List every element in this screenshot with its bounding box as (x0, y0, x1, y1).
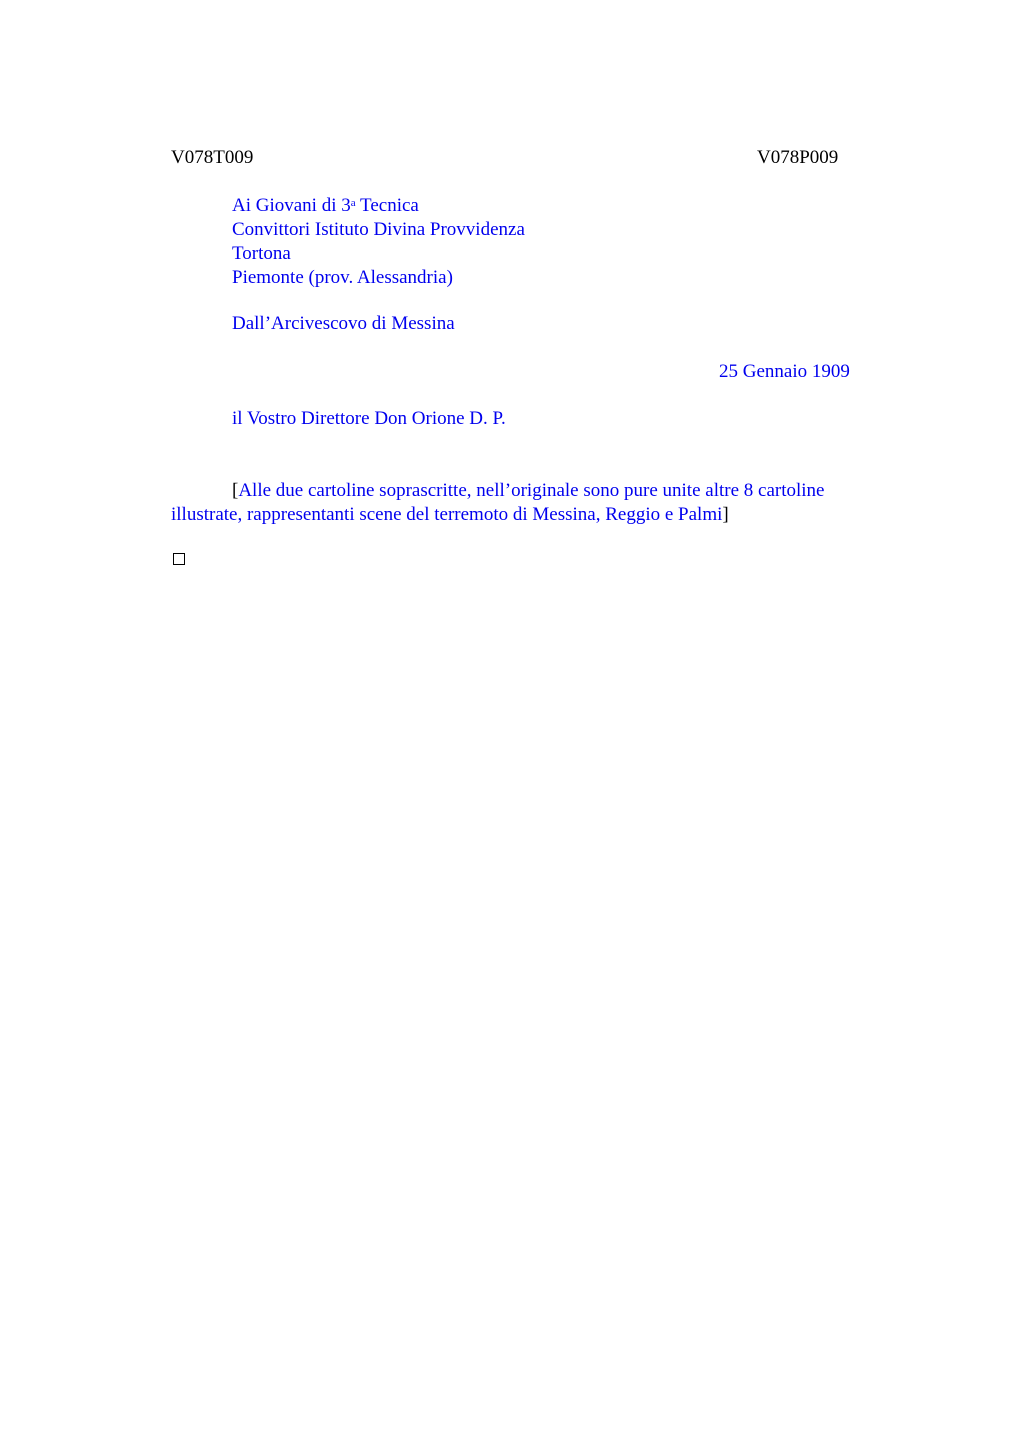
recipient-address (232, 194, 525, 290)
document-code-right: V078P009 (757, 147, 839, 168)
editorial-note (171, 479, 883, 527)
address-line-recipient (232, 194, 525, 218)
sender-line: Dall’Arcivescovo di Messina (232, 313, 455, 334)
address-line-city: Tortona (232, 243, 291, 264)
note-open-bracket: [ (232, 480, 239, 501)
address-line-recipient-suffix: Tecnica (355, 195, 419, 216)
ordinal-superscript: a (350, 197, 356, 209)
address-line-institution: Convittori Istituto Divina Provvidenza (232, 219, 525, 240)
signature-line: il Vostro Direttore Don Orione D. P. (232, 408, 506, 429)
document-code-left: V078T009 (171, 147, 254, 168)
note-close-bracket: ] (722, 504, 729, 525)
address-line-recipient-prefix: Ai Giovani di 3 (232, 195, 351, 216)
note-text: Alle due cartoline soprascritte, nell’originale sono pure unite altre 8 cartoline illustrate, rappresentanti scene del terremoto di Messina, Reggio e Palmi (171, 480, 825, 525)
end-marker-box (173, 553, 185, 565)
letter-date: 25 Gennaio 1909 (719, 361, 850, 382)
address-line-region: Piemonte (prov. Alessandria) (232, 267, 453, 288)
